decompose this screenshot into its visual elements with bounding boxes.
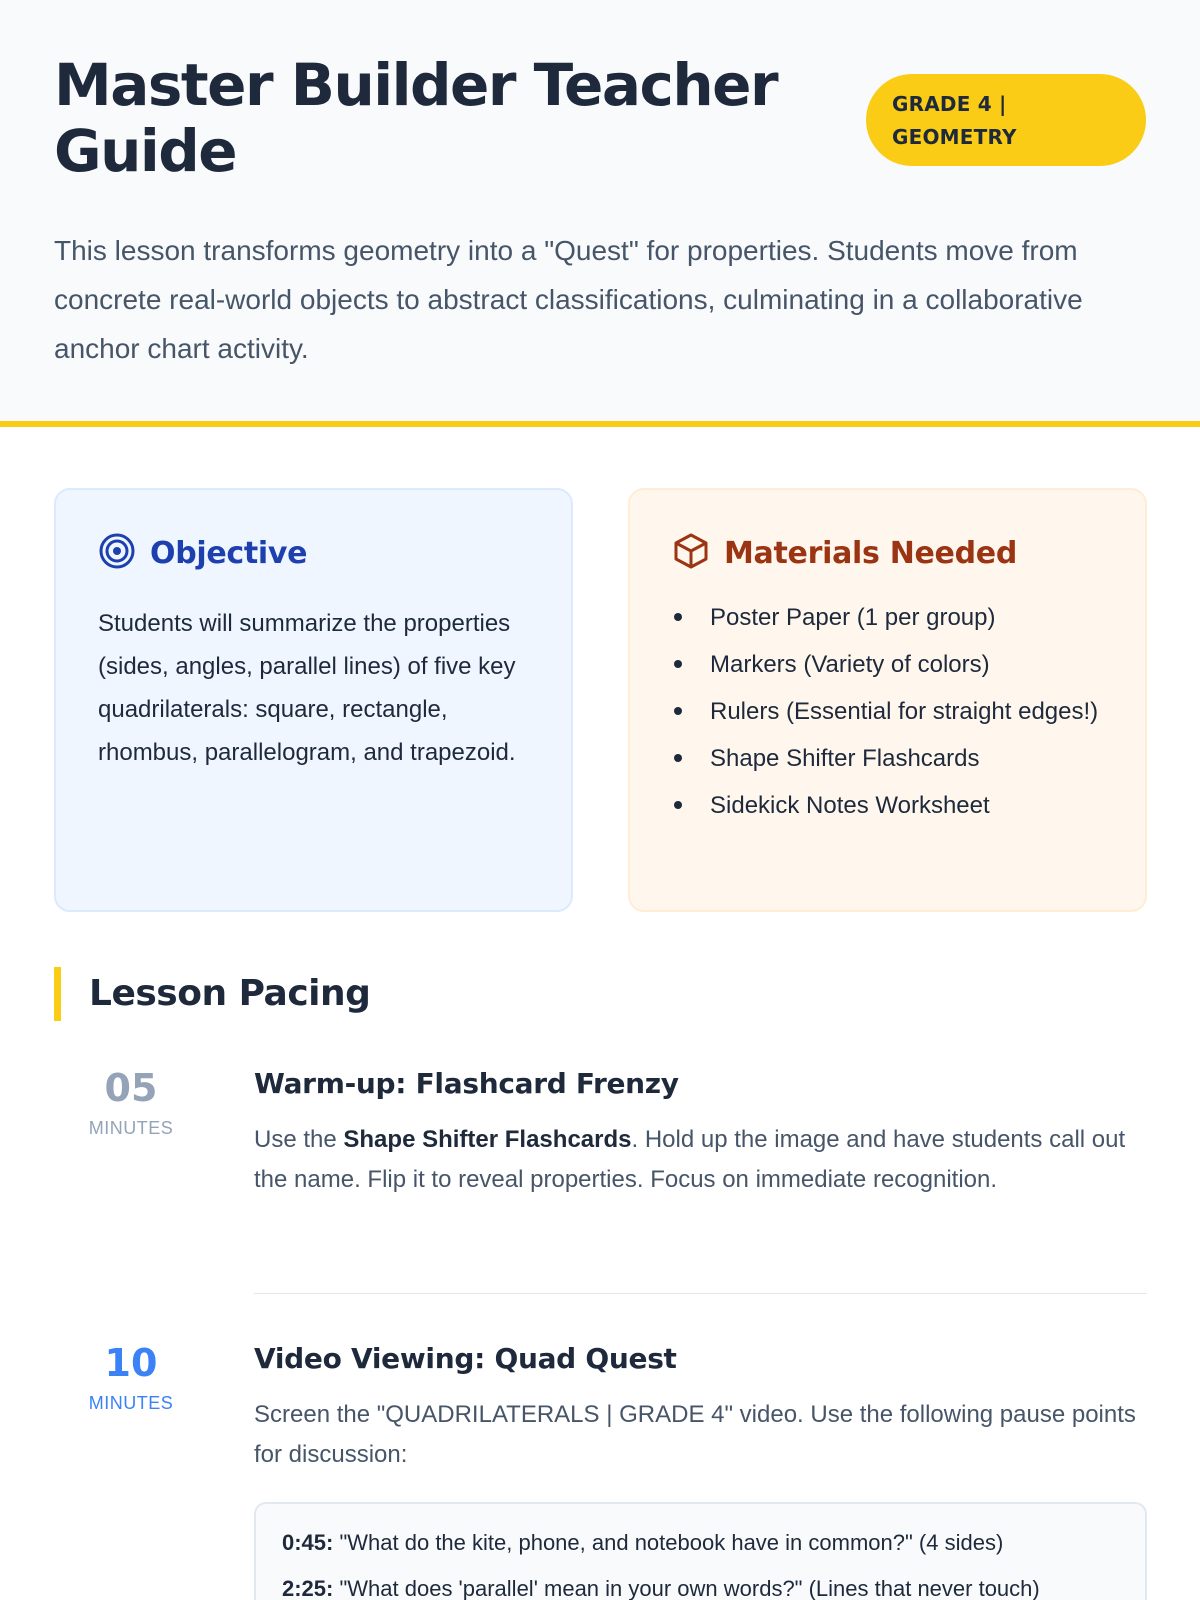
minutes-value: 05: [104, 1066, 158, 1110]
badge-line-grade: GRADE 4 |: [892, 92, 1007, 116]
grade-badge: [866, 74, 1146, 166]
materials-list: [672, 598, 1103, 826]
bullet-icon: [674, 707, 682, 715]
step-description: Screen the "QUADRILATERALS | GRADE 4" video. Use the following pause points for discussion:: [254, 1401, 1136, 1468]
lesson-pacing-heading: Lesson Pacing: [54, 967, 370, 1021]
pause-points-box: [254, 1502, 1147, 1600]
pause-point: 2:25: "What does 'parallel' mean in your own words?" (Lines that never touch): [282, 1576, 1040, 1600]
target-icon: [98, 532, 136, 575]
materials-title: Materials Needed: [724, 535, 1017, 571]
bullet-icon: [674, 613, 682, 621]
objective-card: [54, 488, 573, 912]
badge-line-subject: GEOMETRY: [892, 125, 1017, 149]
box-icon: [672, 532, 710, 575]
step-title: Video Viewing: Quad Quest: [254, 1342, 677, 1375]
list-item: Poster Paper (1 per group): [672, 598, 1103, 638]
minutes-label: MINUTES: [88, 1118, 174, 1138]
step-description: Use the Shape Shifter Flashcards. Hold up the image and have students call out the name. Flip it to reveal properties. Focus on immediate recognition.: [254, 1126, 1126, 1193]
pause-point: 0:45: "What do the kite, phone, and notebook have in common?" (4 sides): [282, 1530, 1004, 1555]
materials-card: [628, 488, 1147, 912]
divider: [254, 1293, 1147, 1294]
time-block: [84, 1066, 178, 1139]
materials-header: [672, 532, 1103, 574]
objective-title: Objective: [150, 535, 308, 571]
step-body: [254, 1066, 1147, 1200]
bullet-icon: [674, 660, 682, 668]
header: [0, 0, 1200, 427]
bullet-icon: [674, 754, 682, 762]
minutes-label: MINUTES: [88, 1393, 174, 1413]
objective-text: Students will summarize the properties (sides, angles, parallel lines) of five key quadrilaterals: square, rectangle, rhombus, parallelogram, and trapezoid.: [98, 610, 516, 766]
bullet-icon: [674, 801, 682, 809]
list-item: Rulers (Essential for straight edges!): [672, 692, 1103, 732]
list-item: Shape Shifter Flashcards: [672, 739, 1103, 779]
list-item: Sidekick Notes Worksheet: [672, 786, 1103, 826]
objective-header: [98, 532, 529, 574]
list-item: Markers (Variety of colors): [672, 645, 1103, 685]
step-body: [254, 1341, 1147, 1475]
minutes-value: 10: [104, 1341, 158, 1385]
intro-text: This lesson transforms geometry into a "Quest" for properties. Students move from concrete real-world objects to abstract classifications, culminating in a collaborative anchor chart activity.: [54, 235, 1083, 364]
time-block: [84, 1341, 178, 1414]
page-title: Master Builder Teacher Guide: [54, 51, 778, 185]
step-title: Warm-up: Flashcard Frenzy: [254, 1067, 679, 1100]
